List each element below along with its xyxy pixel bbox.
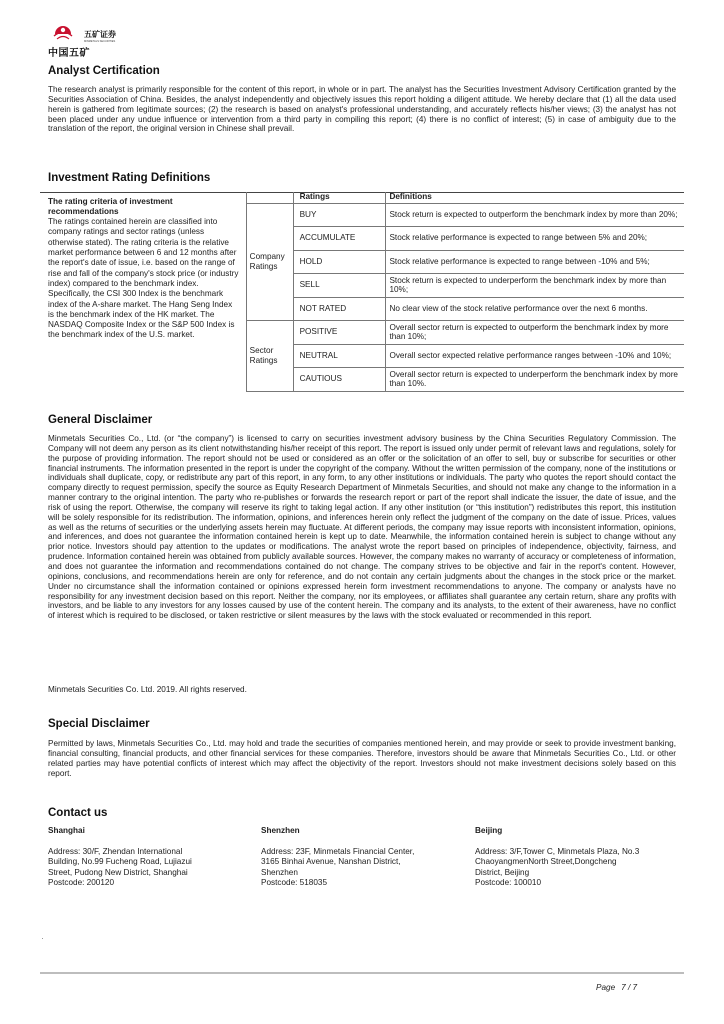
- page-label: Page: [596, 983, 616, 992]
- office-address-line: Street, Pudong New District, Shanghai: [48, 867, 188, 877]
- office-address-line: 3165 Binhai Avenue, Nanshan District,: [261, 857, 401, 866]
- logo-chinese-name: 中国五矿: [48, 48, 90, 59]
- rating-criteria-cell: [40, 192, 246, 391]
- rating-label: HOLD: [293, 250, 386, 274]
- table-header-row: [40, 192, 684, 203]
- company-logo: [46, 24, 146, 58]
- rating-definition: Stock return is expected to underperform the benchmark index by more than 10%;: [386, 274, 684, 298]
- footer-rule: [40, 972, 684, 974]
- office-postcode: Postcode: 518035: [261, 878, 328, 887]
- contact-heading: Contact us: [48, 807, 108, 819]
- office-address-line: District, Beijing: [475, 867, 530, 877]
- rating-label: CAUTIOUS: [293, 368, 386, 392]
- rating-label: NOT RATED: [293, 297, 386, 321]
- criteria-title: The rating criteria of investment recommendations: [48, 197, 173, 216]
- logo-english-name: MINMETALS SECURITIES: [84, 40, 116, 43]
- rating-definition: Overall sector return is expected to underperform the benchmark index by more than 10%.: [386, 368, 684, 392]
- office-address-line: Address: 3/F,Tower C, Minmetals Plaza, No.3: [475, 846, 640, 856]
- page-value: 7 / 7: [621, 983, 638, 992]
- definitions-column-header: Definitions: [386, 192, 684, 203]
- general-disclaimer-heading: General Disclaimer: [48, 414, 153, 426]
- office-address-line: Shenzhen: [261, 867, 298, 877]
- rating-label: ACCUMULATE: [293, 227, 386, 251]
- office-city: Beijing: [475, 826, 503, 835]
- rating-definition: Stock relative performance is expected to range between -10% and 5%;: [386, 250, 684, 274]
- copyright-notice: Minmetals Securities Co. Ltd. 2019. All rights reserved.: [48, 685, 247, 694]
- rating-label: BUY: [293, 203, 386, 227]
- rating-definitions-heading: Investment Rating Definitions: [48, 172, 211, 184]
- sector-ratings-group: Sector Ratings: [246, 321, 293, 392]
- office-address-line: Address: 30/F, Zhendan International: [48, 846, 183, 856]
- office-address-line: Building, No.99 Fucheng Road, Lujiazui: [48, 857, 192, 866]
- office-shenzhen: [261, 826, 473, 889]
- rating-label: SELL: [293, 274, 386, 298]
- special-disclaimer-text: Permitted by laws, Minmetals Securities Co., Ltd. may hold and trade the securities of companies mentioned herein, and may provide or seek to provide investment banking, financial consulting, financial products, and other financial services for these companies. Therefore, investors should be aware that Minmetals Securities Co., Ltd. or other related parties may have potential conflicts of interest which may affect the objectivity of the report. Investors should not make investment decisions solely based on this report.: [48, 739, 676, 778]
- criteria-text: The ratings contained herein are classified into company ratings and sector ratings (unless otherwise stated). The rating criteria is the relative market performance between 6 and 12 months after the report's date of issue, i.e. based on the range of rise and fall of the company's stock price (or industry index) compared to the benchmark index. Specifically, the CSI 300 Index is the benchmark index of the A-share market. The Hang Seng Index is the benchmark index of the HK market. The NASDAQ Composite Index or the S&P 500 Index is the benchmark index of the U.S. market.: [48, 217, 239, 340]
- logo-brand-name: 五矿证券: [84, 30, 116, 39]
- rating-definition: Overall sector return is expected to outperform the benchmark index by more than 10%;: [386, 321, 684, 345]
- office-postcode: Postcode: 100010: [475, 878, 542, 887]
- rating-label: NEUTRAL: [293, 344, 386, 368]
- rating-definitions-table: [40, 192, 684, 392]
- analyst-certification-text: The research analyst is primarily responsible for the content of this report, in whole or in part. The analyst has the Securities Investment Advisory Certification granted by the Securities Association of China. Besides, the analyst independently and objectively issues this report holding a diligent attitude. We hereby declare that (1) all the data used herein is gathered from legitimate sources; (2) the research is based on analyst's professional understanding, and accurately reflects his/her views; (3) the analyst has not been placed under any undue influence or intervention from a third party in compiling this report; (4) there is no conflict of interest; (5) in case of ambiguity due to the translation of the report, the original version in Chinese shall prevail.: [48, 85, 676, 134]
- minmetals-logo-icon: [50, 24, 76, 44]
- office-city: Shenzhen: [261, 826, 300, 835]
- rating-definition: Stock relative performance is expected to range between 5% and 20%;: [386, 227, 684, 251]
- special-disclaimer-heading: Special Disclaimer: [48, 718, 150, 730]
- ratings-column-header: Ratings: [293, 192, 386, 203]
- group-header: [246, 192, 293, 203]
- office-beijing: [475, 826, 687, 889]
- page-number: [596, 983, 643, 992]
- office-address-line: Address: 23F, Minmetals Financial Center,: [261, 846, 415, 856]
- office-city: Shanghai: [48, 826, 85, 835]
- general-disclaimer-text: Minmetals Securities Co., Ltd. (or “the company”) is licensed to carry on securities investment advisory business by the China Securities Regulatory Commission. The Company will not deem any person as its client notwithstanding his/her receipt of this report. The report is issued only under permit of relevant laws and regulations, solely for the purpose of providing information. The report should not be used or considered as an offer or the solicitation of an offer to sell, buy or subscribe for securities or other financial instruments. The information presented in the report is under the copyright of the company. Without the written permission of the company, none of the institutions or individuals shall duplicate, copy, or redistribute any part of this report, in any form, to any other institutions or individuals. The party who quotes the report should contact the company directly to request permission, specify the source as Equity Research Department of Minmetals Securities, and should not make any change to the information in a manner contrary to the original intention. The party who re-publishes or forwards the research report or part of the report shall indicate the issuer, the date of issue, and the risk of using the report. Otherwise, the company will reserve its right to taking legal action. If any other institution (or “this institution”) redistributes this report, this institution will be solely responsible for its redistribution. The information, opinions, and inferences herein only reflect the judgment of the company on the date of issue. Prices, values as well as the returns of securities or the underlying assets herein may fluctuate. At different periods, the company may issue reports with inconsistent information, opinions, and inferences, and does not guarantee the information contained herein is kept up to date. Meanwhile, the information contained herein is subject to change without any prior notice. Investors should pay attention to the updates or modifications. The analyst wrote the report based on principles of independence, objectivity, fairness, and prudence. Information contained herein was obtained from publicly available sources. However, the company makes no warranty of accuracy or completeness of information, and does not guarantee the information and recommendations contained do not change. The company strives to be objective and fair in the report's content. However, opinions, conclusions, and recommendations herein are only for reference, and do not contain any certain judgments about the changes in the stock price or the market. Under no circumstance shall the information contained or opinions expressed herein form investment recommendations to anyone. The company or analysts have no responsibility for any investment decision based on this report. Neither the company, nor its employees, or affiliates shall guarantee any certain return, share any profits with investors, and be liable to any investors for any losses caused by use of the content herein. The company and its analysts, to the extent of their awareness, have no conflict of interest which is required to be disclosed, or taken restrictive or silent measures by the laws with the stock evaluated or recommended in this report.: [48, 434, 676, 621]
- stray-dot: [42, 938, 43, 939]
- company-ratings-group: Company Ratings: [246, 203, 293, 321]
- office-address-line: ChaoyangmenNorth Street,Dongcheng: [475, 857, 617, 866]
- office-postcode: Postcode: 200120: [48, 878, 115, 887]
- rating-label: POSITIVE: [293, 321, 386, 345]
- analyst-certification-heading: Analyst Certification: [48, 65, 160, 77]
- rating-definition: No clear view of the stock relative performance over the next 6 months.: [386, 297, 684, 321]
- rating-definition: Overall sector expected relative performance ranges between -10% and 10%;: [386, 344, 684, 368]
- office-shanghai: [48, 826, 260, 889]
- rating-definition: Stock return is expected to outperform the benchmark index by more than 20%;: [386, 203, 684, 227]
